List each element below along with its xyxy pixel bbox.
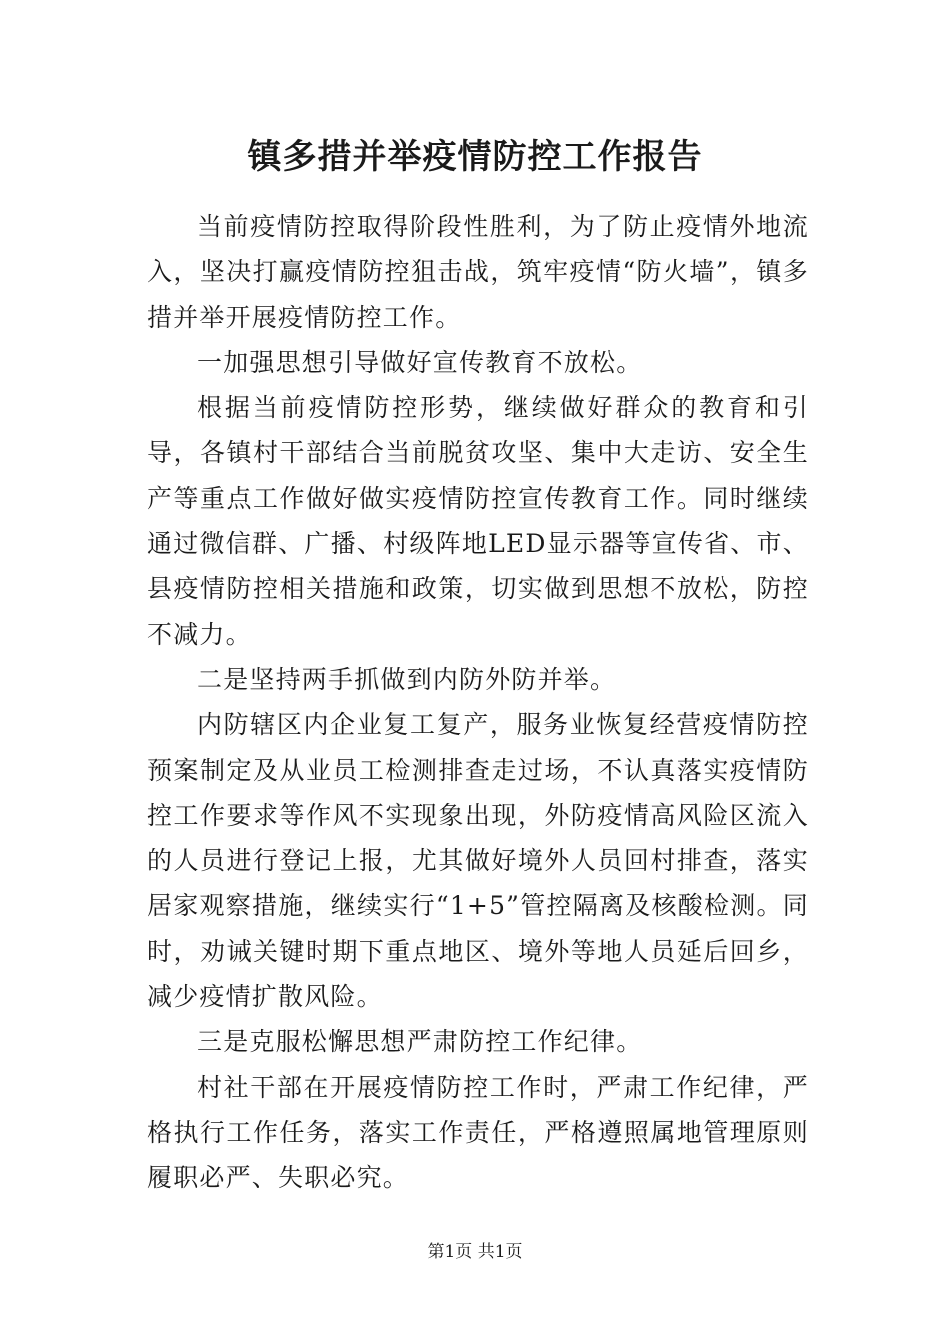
section-heading-2: 二是坚持两手抓做到内防外防并举。 (197, 664, 617, 694)
document-body (147, 204, 809, 1201)
paragraph-section-3: 村社干部在开展疫情防控工作时，严肃工作纪律，严格执行工作任务，落实工作责任，严格遵照属地管理原则履职必严、失职必究。 (147, 1072, 809, 1193)
paragraph-section-2: 内防辖区内企业复工复产，服务业恢复经营疫情防控预案制定及从业员工检测排查走过场，不认真落实疫情防控工作要求等作风不实现象出现，外防疫情高风险区流入的人员进行登记上报，尤其做好境外人员回村排查，落实居家观察措施，继续实行“1+5”管控隔离及核酸检测。同时，劝诫关键时期下重点地区、境外等地人员延后回乡，减少疫情扩散风险。 (147, 710, 809, 1012)
section-heading-1: 一加强思想引导做好宣传教育不放松。 (197, 347, 643, 377)
paragraph-section-1: 根据当前疫情防控形势，继续做好群众的教育和引导，各镇村干部结合当前脱贫攻坚、集中大走访、安全生产等重点工作做好做实疫情防控宣传教育工作。同时继续通过微信群、广播、村级阵地LED显示器等宣传省、市、县疫情防控相关措施和政策，切实做到思想不放松，防控不减力。 (147, 393, 809, 649)
paragraph-intro: 当前疫情防控取得阶段性胜利，为了防止疫情外地流入，坚决打赢疫情防控狙击战，筑牢疫情“防火墙”，镇多措并举开展疫情防控工作。 (147, 212, 809, 332)
page-number-footer: 第1页 共1页 (427, 1242, 523, 1262)
document-title: 镇多措并举疫情防控工作报告 (247, 137, 703, 177)
section-heading-3: 三是克服松懈思想严肃防控工作纪律。 (197, 1027, 643, 1057)
